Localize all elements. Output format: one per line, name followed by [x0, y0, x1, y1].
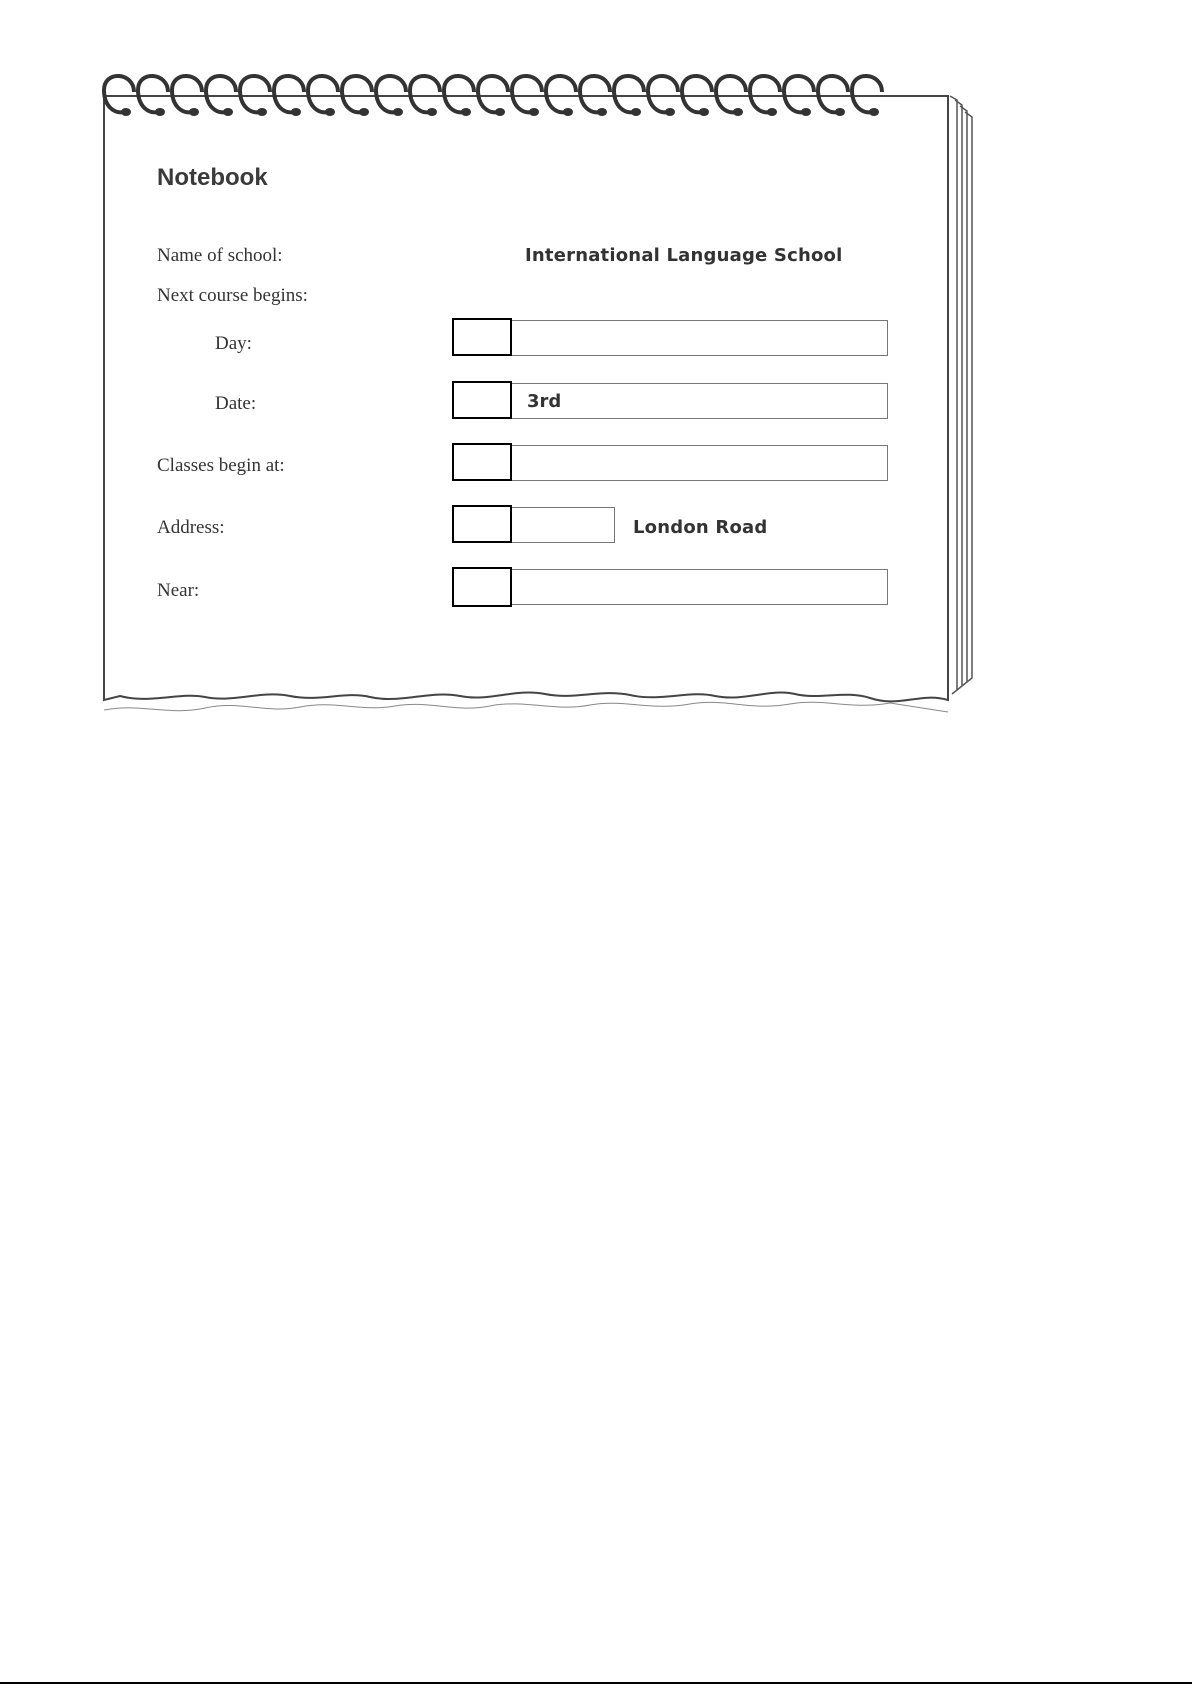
- binding-hole: [257, 108, 267, 116]
- address-question-number-box[interactable]: [452, 505, 512, 543]
- binding-hole: [461, 108, 471, 116]
- page-bottom-rule: [0, 1682, 1192, 1684]
- binding-hole: [665, 108, 675, 116]
- notebook-illustration: [0, 0, 1192, 720]
- date-label: Date:: [215, 393, 257, 414]
- binding-hole: [121, 108, 131, 116]
- binding-hole: [869, 108, 879, 116]
- notebook-title: Notebook: [157, 164, 268, 191]
- binding-hole: [495, 108, 505, 116]
- school-name-value: International Language School: [525, 245, 843, 266]
- binding-hole: [291, 108, 301, 116]
- near-answer-box[interactable]: [452, 569, 888, 605]
- day-label: Day:: [215, 333, 252, 354]
- binding-hole: [359, 108, 369, 116]
- binding-hole: [699, 108, 709, 116]
- binding-hole: [835, 108, 845, 116]
- binding-hole: [563, 108, 573, 116]
- classes-question-number-box[interactable]: [452, 443, 512, 481]
- date-answer-box[interactable]: [452, 383, 888, 419]
- classes-answer-box[interactable]: [452, 445, 888, 481]
- binding-hole: [427, 108, 437, 116]
- date-answer-value: 3rd: [527, 391, 562, 412]
- school-name-label: Name of school:: [157, 245, 283, 266]
- near-label: Near:: [157, 580, 200, 601]
- date-question-number-box[interactable]: [452, 381, 512, 419]
- day-answer-box[interactable]: [452, 320, 888, 356]
- classes-begin-label: Classes begin at:: [157, 455, 285, 476]
- binding-hole: [529, 108, 539, 116]
- binding-hole: [155, 108, 165, 116]
- address-street-text: London Road: [633, 517, 768, 538]
- binding-hole: [767, 108, 777, 116]
- binding-hole: [733, 108, 743, 116]
- near-question-number-box[interactable]: [452, 567, 512, 607]
- binding-hole: [393, 108, 403, 116]
- stacked-pages: [950, 96, 972, 694]
- binding-hole: [801, 108, 811, 116]
- binding-hole: [325, 108, 335, 116]
- day-question-number-box[interactable]: [452, 318, 512, 356]
- binding-hole: [189, 108, 199, 116]
- next-course-label: Next course begins:: [157, 285, 308, 306]
- address-label: Address:: [157, 517, 225, 538]
- binding-hole: [223, 108, 233, 116]
- binding-hole: [631, 108, 641, 116]
- binding-hole: [597, 108, 607, 116]
